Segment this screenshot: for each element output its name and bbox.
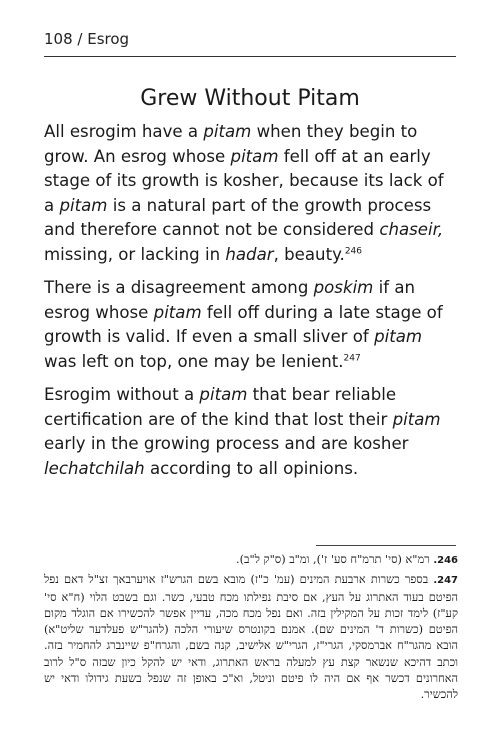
footnote-247 — [44, 572, 458, 703]
text-span: that bear reliable certification are of the kind that lost their — [44, 385, 397, 429]
italic-term: poskim — [313, 278, 374, 297]
italic-term: pitam — [199, 385, 248, 404]
section-title: Grew Without Pitam — [140, 86, 360, 111]
header-divider — [44, 56, 456, 57]
text-span: fell off during a late stage of growth is valid. If even a small sliver of — [44, 302, 443, 346]
footnotes — [44, 552, 458, 707]
footnote-number: 246. — [433, 555, 458, 566]
text-span: , beauty. — [273, 244, 345, 264]
text-span: when they begin to grow. An esrog whose — [44, 122, 418, 166]
page-header: 108 / Esrog — [44, 30, 130, 48]
paragraph-2 — [44, 276, 458, 374]
text-span: There is a disagreement among — [44, 278, 314, 297]
text-span: is a natural part of the growth process and therefore cannot not be considered — [44, 195, 432, 239]
text-span: All esrogim have a — [44, 122, 204, 141]
footnote-ref-246[interactable]: 246 — [344, 245, 362, 256]
footnote-text: רמ"א (סי' תרמ"ח סע' ז'), ומ"ב (ס"ק ל"ב). — [236, 553, 430, 566]
paragraph-1 — [44, 120, 458, 267]
text-span: missing, or lacking in — [44, 244, 226, 264]
italic-term: hadar — [225, 244, 274, 264]
footnote-number: 247. — [433, 575, 459, 587]
text-span: fell off at an early stage of its growth is kosher, because its lack of a — [44, 146, 444, 215]
italic-term: pitam — [59, 195, 108, 215]
text-span: early in the growing process and are kosher — [44, 434, 409, 453]
footnote-text: בספר כשרות ארבעת המינים (עמ' כ"ז) מובא בשם הגרש"ז אויערבאך זצ"ל דאם נפל הפיטם בעוד האתרוג על העץ, אם סיבת נפילתו מכח טבעי, כשר. וגם בשבט הלוי (ח"א סי' קע"ז) לימד זכות על המקילין בזה. ואם נפל מכח מכה, עדיין אפשר להכשירו אם הוגלד מקום הפיטם (כשרות ד' המינים שם). אמנם בקונטרס שיעורי הלכה (להגר"ש פעלדער שליט"א) הובא מהגר"ח אברמסקי, הגרי"ז, הגרי"ש אלישיב, קנה בשם, והגרח"פ שיינברג להחמיר בזה. וכתב דהיכא שנשאר קצת עץ למעלה בראש האתרוג, ודאי יש להקל כיון שבזה ס"ל לרוב האחרונים דכשר אף אם היה לו פיטם וניטל, וא"כ באופן זה שנפל בשעת גידולו ודאי יש להכשיר. — [44, 573, 458, 702]
italic-term: lechatchilah — [44, 458, 145, 478]
italic-term: pitam — [230, 146, 279, 166]
paragraph-3 — [44, 383, 458, 481]
footnote-ref-247[interactable]: 247 — [343, 352, 361, 363]
text-span: Esrogim without a — [44, 385, 200, 404]
footnote-divider — [316, 545, 456, 546]
italic-term: pitam — [203, 122, 252, 141]
italic-term: pitam — [392, 409, 441, 429]
footnote-246 — [44, 552, 458, 569]
italic-term: pitam — [153, 302, 202, 322]
italic-term: pitam — [374, 327, 423, 346]
main-text — [44, 120, 458, 490]
text-span: was left on top, one may be lenient. — [44, 351, 344, 371]
text-span: if an esrog whose — [44, 278, 416, 322]
text-span: according to all opinions. — [144, 458, 359, 478]
italic-term: chaseir, — [379, 220, 444, 239]
